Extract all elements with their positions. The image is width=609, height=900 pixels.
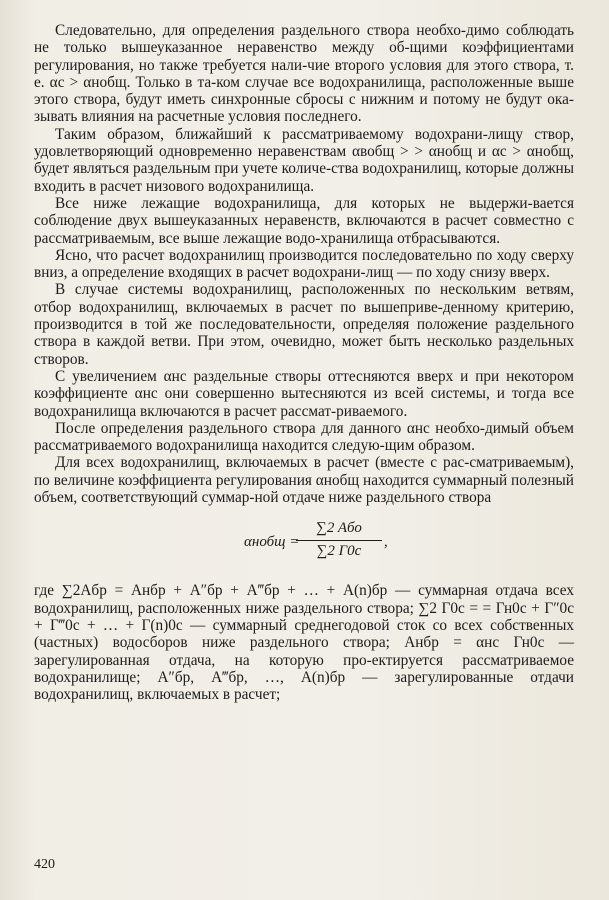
paragraph-1: Следовательно, для определения раздельного створа необхо-димо соблюдать не только вышеуказанное неравенство между об-щими коэффициентами регулирования, но также требуется нали-чие второго условия для этого створа, т. е. αс > αнобщ. Только в та-ком случае все водохранилища, расположенные выше этого створа, будут иметь синхронные сбросы с нижним и потому не будут ока-зывать влияния на расчетные условия последнего.	[34, 22, 574, 126]
paragraph-2: Таким образом, ближайший к рассматриваемому водохрани-лищу створ, удовлетворяющий одновременно неравенствам αвобщ > > αнобщ и αс > αнобщ, будет являться раздельным при учете количе-ства водохранилищ, которые должны входить в расчет низового водохранилища.	[34, 125, 574, 195]
formula-denominator: ∑2 Г0с	[316, 542, 362, 559]
formula-fraction	[296, 520, 382, 560]
formula-trail: ,	[384, 534, 388, 551]
formula-lhs: αнобщ =	[244, 534, 300, 551]
definitions-paragraph: где ∑2Aбр = Aнбр + A″бр + A‴бр + … + A(n)бр — суммарная отдача всех водохранилищ, расположенных ниже раздельного створа; ∑2 Г0с = = Гн0с + Г″0с + Г‴0с + … + Г(n)0с — суммарный среднегодовой сток со всех собственных (частных) водосборов ниже раздельного створа; Aнбр = αнс Гн0с — зарегулированная отдача, на которую про-ектируется рассматриваемое водохранилище; A″бр, A‴бр, …, A(n)бр — зарегулированные отдачи водохранилищ, включаемых в расчет;	[34, 582, 574, 704]
paragraph-8: Для всех водохранилищ, включаемых в расчет (вместе с рас-сматриваемым), по величине коэффициента регулирования αнобщ находится суммарный полезный объем, соответствующий суммар-ной отдаче ниже раздельного створа	[34, 454, 574, 507]
formula-numerator: ∑2 Aбо	[296, 520, 382, 540]
paragraph-6: С увеличением αнс раздельные створы оттесняются вверх и при некотором коэффициенте αнс они совершенно вытесняются из всей системы, и тогда все водохранилища включаются в расчет рассмат-риваемого.	[34, 367, 574, 420]
page-number: 420	[34, 857, 55, 872]
body-text	[34, 22, 574, 703]
paragraph-3: Все ниже лежащие водохранилища, для которых не выдержи-вается соблюдение двух вышеуказанных неравенств, включаются в расчет совместно с рассматриваемым, все выше лежащие водо-хранилища отбрасываются.	[34, 194, 574, 247]
formula-alpha-total	[34, 520, 574, 572]
paragraph-7: После определения раздельного створа для данного αнс необхо-димый объем рассматриваемого водохранилища находится следую-щим образом.	[34, 419, 574, 455]
paragraph-4: Ясно, что расчет водохранилищ производится последовательно по ходу сверху вниз, а определение входящих в расчет водохрани-лищ — по ходу снизу вверх.	[34, 246, 574, 282]
paragraph-5: В случае системы водохранилищ, расположенных по нескольким ветвям, отбор водохранилищ, включаемых в расчет по вышеприве-денному критерию, производится в той же последовательности, определяя положение раздельного створа в каждой ветви. При этом, очевидно, может быть несколько раздельных створов.	[34, 281, 574, 368]
